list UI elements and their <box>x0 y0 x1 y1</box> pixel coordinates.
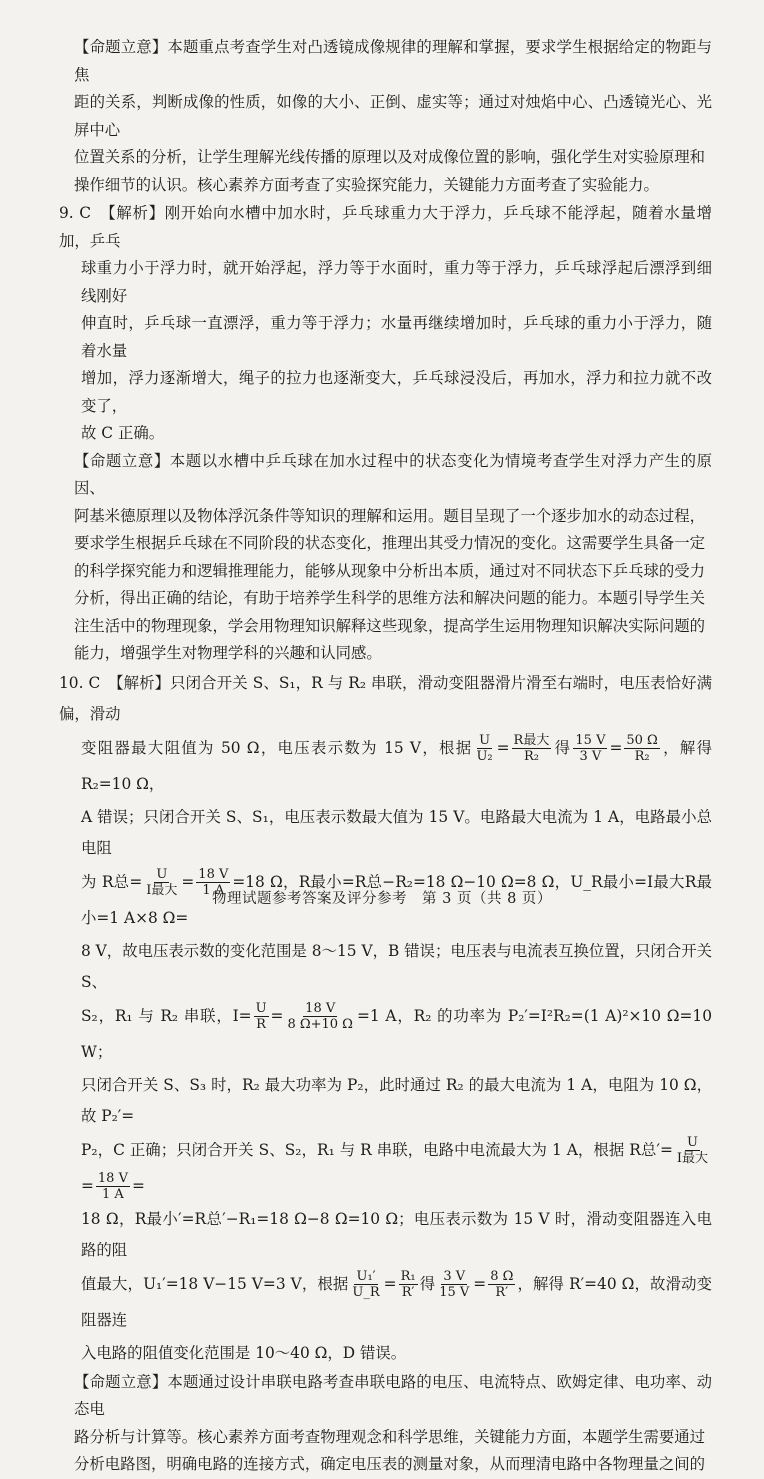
fraction <box>285 1002 355 1031</box>
text-run: 值最大，U₁′=18 V−15 V=3 V，根据 <box>81 1274 349 1293</box>
numerator: 3 V <box>443 1269 466 1284</box>
text-run: ，解得 R₂=10 Ω， <box>81 738 712 793</box>
fraction <box>573 734 607 763</box>
fraction <box>96 1172 130 1201</box>
text-run: 得 <box>553 738 572 757</box>
text-line: 【命题立意】本题重点考查学生对凸透镜成像规律的理解和掌握，要求学生根据给定的物距与焦 <box>74 38 712 84</box>
text-run: ，解得 R′=40 Ω，故滑动变阻器连 <box>81 1274 712 1329</box>
text-line <box>59 998 712 1070</box>
numerator: U₁′ <box>356 1269 376 1284</box>
text-run: = <box>383 1274 397 1293</box>
numerator: 50 Ω <box>626 733 658 748</box>
fraction <box>437 1270 471 1299</box>
text-line: 阿基米德原理以及物体浮沉条件等知识的理解和运用。题目呈现了一个逐步加水的动态过程， <box>74 506 706 525</box>
denominator: I最大 <box>146 883 178 898</box>
text-line: 注生活中的物理现象，学会用物理知识解释这些现象，提高学生运用物理知识解决实际问题的 <box>74 616 706 635</box>
numerator: 18 V <box>97 1171 128 1186</box>
intent-paragraph-q9 <box>74 448 712 668</box>
text-line: 位置关系的分析，让学生理解光线传播的原理以及对成像位置的影响，强化学生对实验原理和 <box>74 148 706 166</box>
numerator: U <box>156 867 168 882</box>
denominator: 1 A <box>102 1187 124 1202</box>
text-line: 要求学生根据乒乓球在不同阶段的状态变化，推理出其受力情况的变化。这需要学生具备一定 <box>74 534 706 552</box>
text-line: 9. C 【解析】刚开始向水槽中加水时，乒乓球重力大于浮力，乒乓球不能浮起，随着水量增加，乒乓 <box>59 204 712 250</box>
text-line: 18 Ω，R最小′=R总′−R₁=18 Ω−8 Ω=10 Ω；电压表示数为 15 V 时，滑动变阻器连入电路的阻 <box>81 1209 712 1259</box>
text-line: 10. C 【解析】只闭合开关 S、S₁，R 与 R₂ 串联，滑动变阻器滑片滑至右端时，电压表恰好满偏，滑动 <box>59 673 712 723</box>
denominator: R₂ <box>634 749 650 764</box>
text-run: =18 Ω，R最小=R总−R₂=18 Ω−10 Ω=8 Ω，U_R最小=I最大R最小=1 A×8 Ω= <box>81 872 712 927</box>
answer-q9 <box>59 200 712 448</box>
text-line: 故 C 正确。 <box>81 424 165 442</box>
text-line: 入电路的阻值变化范围是 10～40 Ω，D 错误。 <box>81 1343 407 1362</box>
denominator: 15 V <box>439 1285 470 1300</box>
text-line: 路分析与计算等。核心素养方面考查物理观念和科学思维，关键能力方面，本题学生需要通过 <box>74 1427 706 1446</box>
text-run: P₂，C 正确；只闭合开关 S、S₂，R₁ 与 R 串联，电路中电流最大为 1 A，根据 R总′= <box>81 1140 673 1159</box>
text-run: = <box>81 1176 94 1195</box>
denominator: 1 A <box>202 883 225 898</box>
denominator: R₂ <box>523 749 539 764</box>
denominator: R′ <box>401 1285 415 1300</box>
text-run: 变阻器最大阻值为 50 Ω，电压表示数为 15 V，根据 <box>81 738 473 757</box>
numerator: 15 V <box>575 733 606 748</box>
fraction <box>488 1270 515 1299</box>
text-run: =1 A，R₂ 的功率为 P₂′=I²R₂=(1 A)²×10 Ω=10 W； <box>81 1006 712 1061</box>
numerator: 18 V <box>305 1001 336 1016</box>
numerator: R₁ <box>400 1269 416 1284</box>
text-line: 【命题立意】本题以水槽中乒乓球在加水过程中的状态变化为情境考查学生对浮力产生的原因、 <box>74 451 712 497</box>
denominator: U₂ <box>476 749 493 764</box>
text-line: 只闭合开关 S、S₃ 时，R₂ 最大功率为 P₂，此时通过 R₂ 的最大电流为 1 A，电阻为 10 Ω，故 P₂′= <box>81 1075 712 1125</box>
answer-q10 <box>59 668 712 1369</box>
text-run: = <box>609 738 623 757</box>
text-run: 得 <box>419 1274 436 1293</box>
fraction <box>350 1270 381 1299</box>
text-line <box>59 1266 712 1338</box>
denominator: U_R <box>352 1285 380 1300</box>
fraction <box>675 1136 710 1165</box>
text-line: 【命题立意】本题通过设计串联电路考查串联电路的电压、电流特点、欧姆定律、电功率、动态电 <box>74 1372 712 1418</box>
fraction <box>624 734 659 763</box>
text-line: 能力，增强学生对物理学科的兴趣和认同感。 <box>74 644 382 662</box>
denominator: R′ <box>495 1285 509 1300</box>
denominator: R <box>256 1017 266 1032</box>
text-line: A 错误；只闭合开关 S、S₁，电压表示数最大值为 15 V。电路最大电流为 1 A，电路最小总电阻 <box>81 807 712 857</box>
text-line: 分析电路图，明确电路的连接方式，确定电压表的测量对象，从而理清电路中各物理量之间的 <box>74 1455 706 1473</box>
text-line: 增加，浮力逐渐增大，绳子的拉力也逐渐变大，乒乓球浸没后，再加水，浮力和拉力就不改变了， <box>81 369 712 415</box>
text-line: 伸直时，乒乓球一直漂浮，重力等于浮力；水量再继续增加时，乒乓球的重力小于浮力，随着水量 <box>81 314 712 360</box>
text-line: 8 V，故电压表示数的变化范围是 8～15 V，B 错误；电压表与电流表互换位置，只闭合开关 S、 <box>81 941 712 991</box>
text-run: = <box>496 738 510 757</box>
text-run: = <box>131 1176 145 1195</box>
denominator: 8 Ω+10 Ω <box>287 1017 353 1032</box>
intent-paragraph-q10 <box>74 1369 712 1479</box>
text-run: = <box>270 1006 284 1025</box>
text-run: = <box>473 1274 487 1293</box>
text-run: S₂，R₁ 与 R₂ 串联，I= <box>81 1006 252 1025</box>
numerator: 8 Ω <box>490 1269 514 1284</box>
text-line: 距的关系，判断成像的性质，如像的大小、正倒、虚实等；通过对烛焰中心、凸透镜光心、光屏中心 <box>74 93 712 139</box>
text-run: 为 R总= <box>81 872 143 891</box>
intent-paragraph-q8 <box>74 34 712 199</box>
text-line: 球重力小于浮力时，就开始浮起，浮力等于水面时，重力等于浮力，乒乓球浮起后漂浮到细线刚好 <box>81 259 712 305</box>
numerator: U <box>479 733 491 748</box>
fraction <box>399 1270 418 1299</box>
numerator: R最大 <box>513 733 550 748</box>
denominator: 3 V <box>579 749 602 764</box>
fraction <box>474 734 494 763</box>
text-line: 的科学探究能力和逻辑推理能力，能够从现象中分析出本质，通过对不同状态下乒乓球的受力 <box>74 561 706 580</box>
denominator: I最大 <box>676 1151 708 1166</box>
numerator: U <box>686 1135 698 1150</box>
fraction <box>254 1002 269 1031</box>
fraction <box>512 734 552 763</box>
numerator: U <box>255 1001 267 1016</box>
text-line <box>59 730 712 802</box>
text-line: 分析，得出正确的结论，有助于培养学生科学的思维方法和解决问题的能力。本题引导学生关 <box>74 589 706 607</box>
text-line <box>59 1132 712 1204</box>
text-run: = <box>181 872 195 891</box>
text-line: 操作细节的认识。核心素养方面考查了实验探究能力，关键能力方面考查了实验能力。 <box>74 175 659 194</box>
numerator: 18 V <box>198 867 229 882</box>
page-footer: 物理试题参考答案及评分参考 第 3 页（共 8 页） <box>212 891 552 907</box>
